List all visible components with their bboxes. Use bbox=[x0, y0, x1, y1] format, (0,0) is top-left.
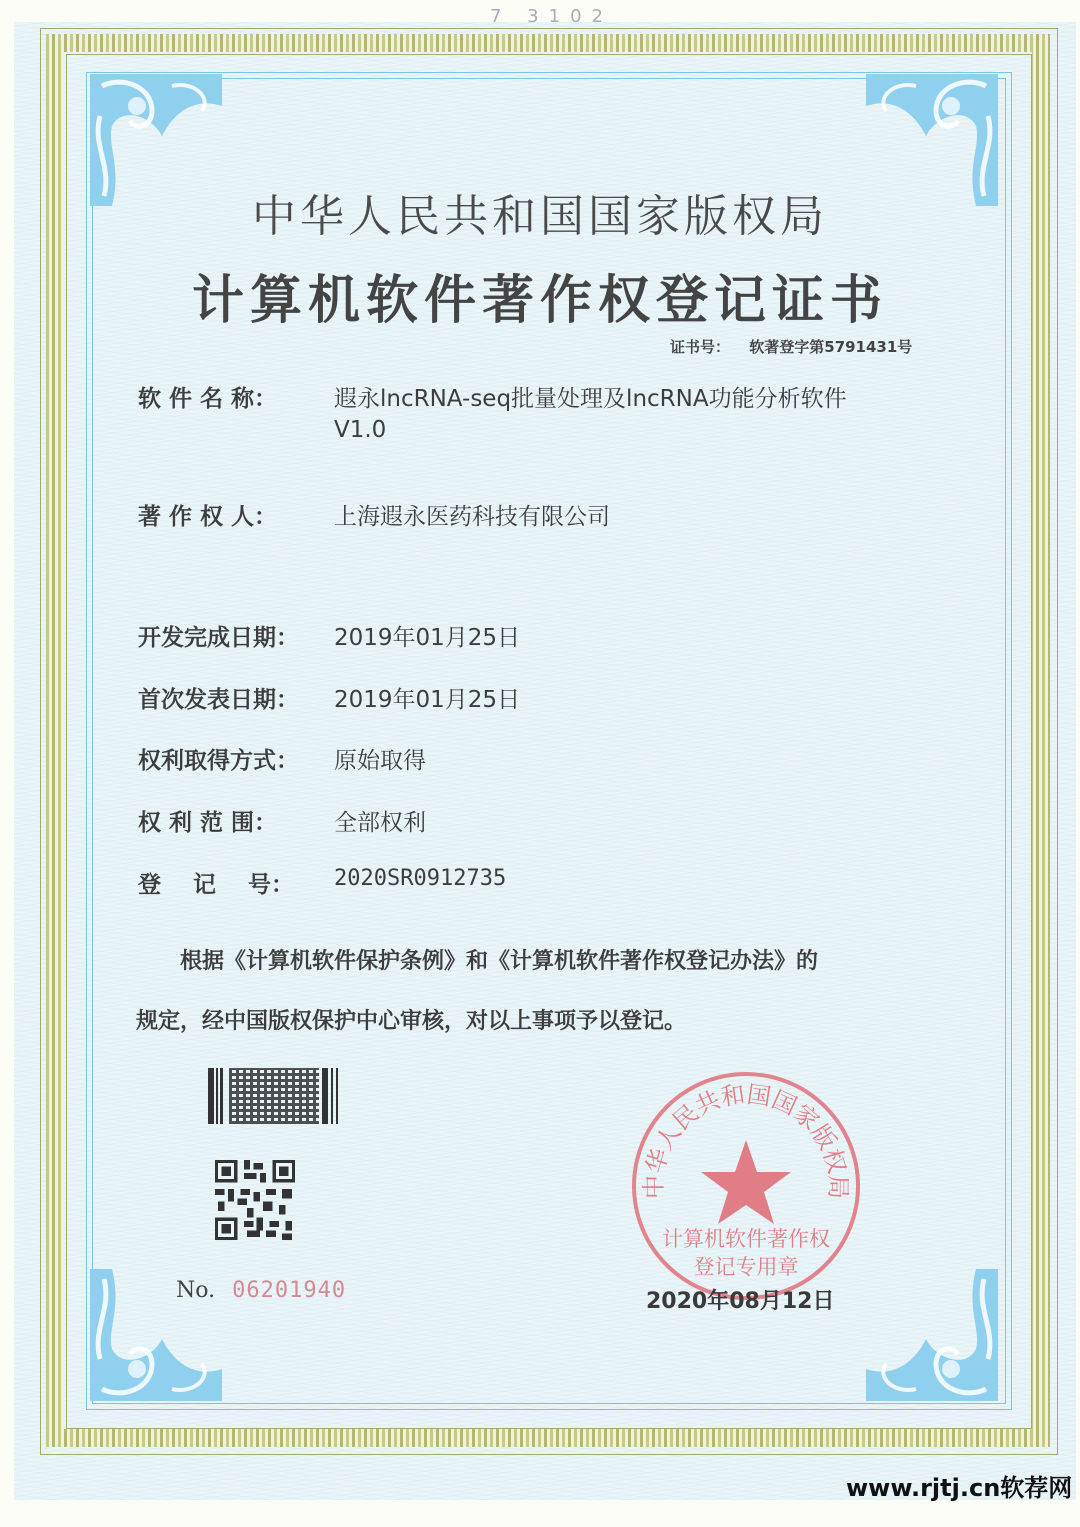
seal-center-line-2: 登记专用章 bbox=[693, 1255, 799, 1279]
serial-label: No. bbox=[176, 1278, 216, 1303]
field-rights-scope bbox=[138, 804, 426, 837]
field-completion-date bbox=[138, 619, 520, 652]
barcode-icon bbox=[208, 1068, 362, 1124]
certificate-number-value: 软著登字第5791431号 bbox=[749, 338, 913, 356]
field-registration-number bbox=[138, 866, 506, 899]
handwritten-note: 7 3102 bbox=[490, 6, 613, 27]
certificate-number-label: 证书号： bbox=[670, 338, 731, 356]
field-value: 2019年01月25日 bbox=[334, 687, 521, 713]
field-value: 上海遐永医药科技有限公司 bbox=[334, 504, 610, 530]
statement-line-1: 根据《计算机软件保护条例》和《计算机软件著作权登记办法》的 bbox=[180, 949, 819, 974]
serial-number bbox=[176, 1278, 346, 1303]
software-name-line1: 遐永lncRNA-seq批量处理及lncRNA功能分析软件 bbox=[334, 386, 847, 412]
official-seal-icon bbox=[628, 1068, 864, 1304]
statement-line-2: 规定，经中国版权保护中心审核，对以上事项予以登记。 bbox=[136, 1009, 687, 1034]
field-value: 全部权利 bbox=[334, 810, 426, 836]
certificate-number bbox=[670, 336, 912, 357]
field-label: 著 作 权 人： bbox=[138, 504, 278, 530]
serial-value: 06201940 bbox=[232, 1278, 347, 1303]
seal-ring-text: 中华人民共和国国家版权局 bbox=[639, 1080, 853, 1200]
qr-code-icon bbox=[215, 1160, 295, 1240]
field-label: 开发完成日期： bbox=[138, 625, 299, 651]
issue-date: 2020年08月12日 bbox=[646, 1289, 835, 1314]
field-label: 权利取得方式： bbox=[138, 748, 299, 774]
certificate-title: 计算机软件著作权登记证书 bbox=[191, 270, 888, 331]
field-first-publication-date bbox=[138, 681, 520, 714]
field-label: 权 利 范 围： bbox=[138, 810, 278, 836]
field-value: 2019年01月25日 bbox=[334, 625, 521, 651]
seal-center-line-1: 计算机软件著作权 bbox=[662, 1227, 830, 1251]
field-copyright-owner bbox=[138, 498, 610, 531]
software-name-version: V1.0 bbox=[334, 417, 387, 443]
field-value: 2020SR0912735 bbox=[334, 866, 507, 891]
field-acquisition-method bbox=[138, 742, 426, 775]
field-software-name bbox=[138, 380, 847, 443]
field-value: 原始取得 bbox=[334, 748, 426, 774]
field-label: 登 记 号： bbox=[138, 872, 295, 898]
field-label: 软 件 名 称： bbox=[138, 386, 278, 412]
field-value bbox=[334, 380, 847, 443]
site-watermark: www.rjtj.cn软荐网 bbox=[846, 1474, 1073, 1502]
field-label: 首次发表日期： bbox=[138, 687, 299, 713]
issuing-authority: 中华人民共和国国家版权局 bbox=[252, 191, 828, 242]
corner-ornament-icon bbox=[856, 1259, 1006, 1409]
